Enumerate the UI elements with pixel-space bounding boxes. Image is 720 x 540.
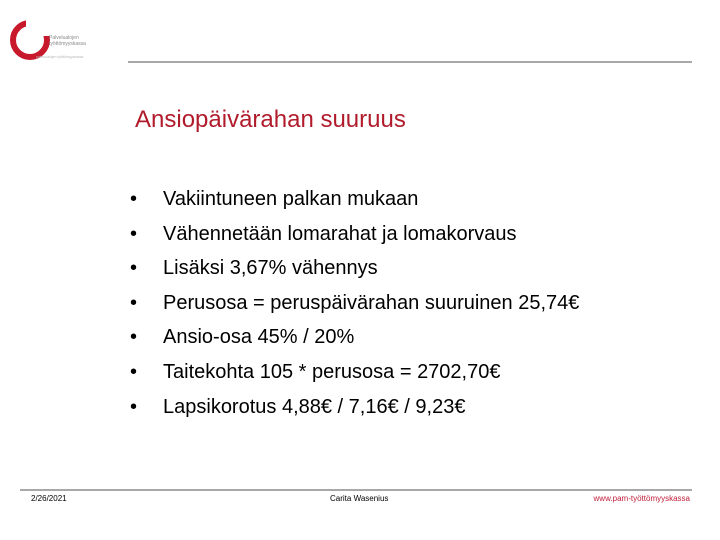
bullet-icon: • <box>130 257 138 280</box>
page-title: Ansiopäivärahan suuruus <box>135 106 406 133</box>
bullet-item <box>130 223 579 258</box>
bullet-text: Vakiintuneen palkan mukaan <box>163 188 419 210</box>
header-divider <box>128 61 692 63</box>
bullet-item <box>130 326 579 361</box>
logo <box>10 8 120 78</box>
bullet-text: Lapsikorotus 4,88€ / 7,16€ / 9,23€ <box>163 395 466 418</box>
logo-mark-icon <box>10 8 50 68</box>
bullet-text: Ansio-osa 45% / 20% <box>163 326 355 349</box>
bullet-icon: • <box>130 291 138 314</box>
bullet-item <box>130 188 579 223</box>
bullet-icon: • <box>130 326 138 349</box>
logo-wordmark <box>49 35 119 47</box>
bullet-text: Taitekohta 105 * perusosa = 2702,70€ <box>163 360 501 383</box>
bullet-icon: • <box>130 395 138 418</box>
logo-tagline: palvelualojen työttömyyskassa <box>36 55 84 59</box>
bullet-icon: • <box>130 188 138 210</box>
bullet-icon: • <box>130 360 138 383</box>
bullet-item <box>130 396 579 431</box>
footer-divider <box>20 489 692 491</box>
bullet-item <box>130 257 579 292</box>
bullet-item <box>130 292 579 327</box>
bullet-text: Perusosa = peruspäivärahan suuruinen 25,74€ <box>163 291 580 314</box>
bullet-list <box>130 188 579 430</box>
bullet-icon: • <box>130 222 138 245</box>
footer-date: 2/26/2021 <box>31 494 67 503</box>
bullet-text: Vähennetään lomarahat ja lomakorvaus <box>163 222 517 245</box>
footer-url-link[interactable]: www.pam-työttömyyskassa <box>593 494 690 503</box>
logo-line-2: työttömyyskassa <box>49 41 86 47</box>
bullet-text: Lisäksi 3,67% vähennys <box>163 257 378 280</box>
logo-line-1: Palvelualojen <box>49 35 79 41</box>
footer-author: Carita Wasenius <box>330 494 389 503</box>
bullet-item <box>130 361 579 396</box>
